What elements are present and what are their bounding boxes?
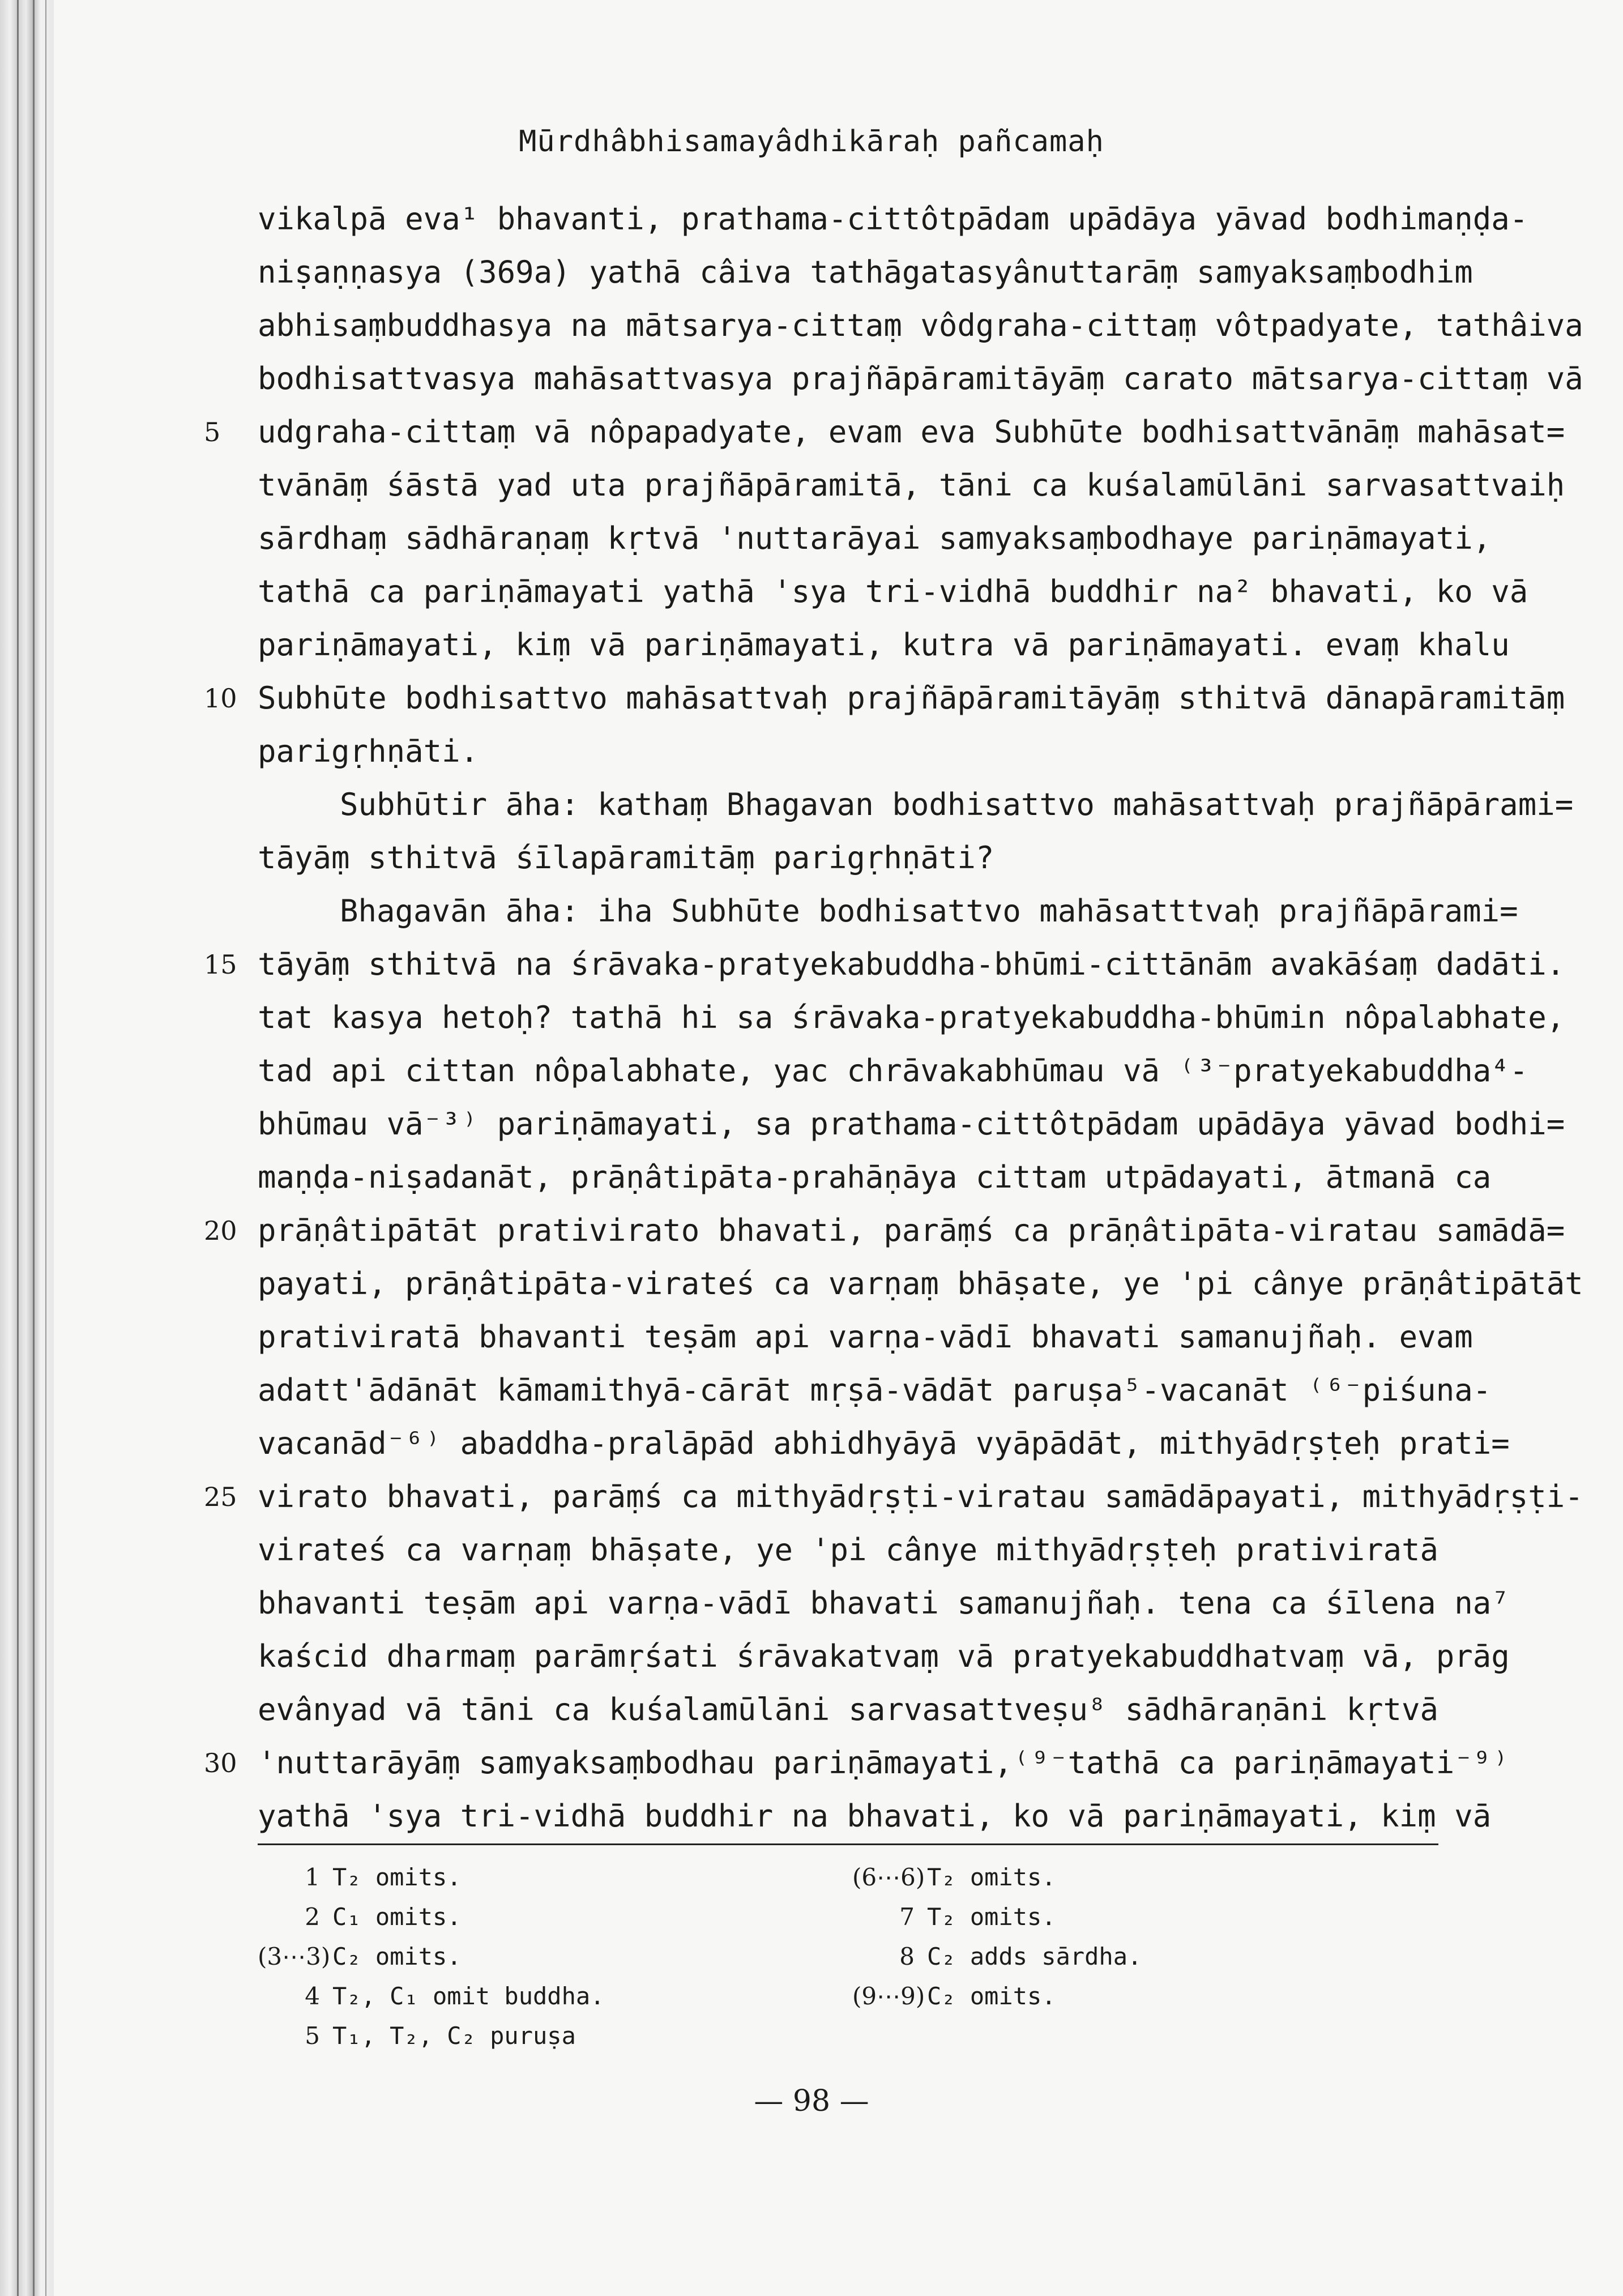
footnote [852,1937,1142,1977]
footnote-marker: 1 [305,1863,320,1891]
text-line: Bhagavān āha: iha Subhūte bodhisattvo mahāsatttvaḥ prajñāpārami= [340,893,1518,929]
text-line: vacanād⁻⁶⁾ abaddha-pralāpād abhidhyāyā vyāpādāt, mithyādṛṣṭeḥ prati= [258,1426,1510,1461]
footnote-marker: 7 [899,1903,915,1931]
footnote-text: T₂ omits. [927,1903,1056,1931]
footnote-text: C₂ adds sārdha. [927,1943,1142,1970]
text-line: maṇḍa-niṣadanāt, prāṇâtipāta-prahāṇāya cittam utpādayati, ātmanā ca [258,1159,1492,1195]
text-line: prativiratā bhavanti teṣām api varṇa-vādī bhavati samanujñaḥ. evam [258,1319,1473,1355]
footnote-text: C₂ omits. [927,1982,1056,2010]
footnote-text: T₁, T₂, C₂ puruṣa [332,2022,576,2050]
text-line: vikalpā eva¹ bhavanti, prathama-cittôtpādam upādāya yāvad bodhimaṇḍa- [258,201,1528,237]
footnote [852,1977,1142,2016]
footnote-text: T₂ omits. [332,1863,462,1891]
running-head: Mūrdhâbhisamayâdhikāraḥ pañcamaḥ [519,125,1104,159]
line-number: 20 [204,1215,237,1246]
footnote-text: C₂ omits. [332,1943,462,1970]
text-line: parigṛhṇāti. [258,733,479,769]
footnote-marker: 5 [305,2022,320,2050]
text-line: udgraha-cittaṃ vā nôpapadyate, evam eva Subhūte bodhisattvānāṃ mahāsat= [258,414,1565,450]
text-line: 'nuttarāyāṃ samyaksaṃbodhau pariṇāmayati,⁽⁹⁻tathā ca pariṇāmayati⁻⁹⁾ [258,1745,1510,1781]
text-line: bhūmau vā⁻³⁾ pariṇāmayati, sa prathama-cittôtpādam upādāya yāvad bodhi= [258,1106,1565,1142]
footnote [258,1937,604,1977]
footnote [852,1858,1142,1897]
text-line: niṣaṇṇasya (369a) yathā câiva tathāgatasyânuttarāṃ samyaksaṃbodhim [258,254,1473,290]
footnote [258,1858,604,1897]
text-line: tvānāṃ śāstā yad uta prajñāpāramitā, tāni ca kuśalamūlāni sarvasattvaiḥ [258,467,1565,503]
text-line: Subhūtir āha: kathaṃ Bhagavan bodhisattvo mahāsattvaḥ prajñāpārami= [340,787,1574,822]
line-number: 10 [204,683,237,714]
footnote-marker: 2 [305,1903,320,1931]
text-line: bhavanti teṣām api varṇa-vādī bhavati samanujñaḥ. tena ca śīlena na⁷ [258,1585,1510,1621]
footnote-rule [258,1843,1438,1845]
text-line: prāṇâtipātāt prativirato bhavati, parāṃś ca prāṇâtipāta-viratau samādā= [258,1213,1565,1248]
footnote-marker: 8 [899,1943,915,1970]
footnotes-right [852,1858,1142,2016]
text-line: kaścid dharmaṃ parāmṛśati śrāvakatvaṃ vā pratyekabuddhatvaṃ vā, prāg [258,1638,1510,1674]
line-number: 5 [204,417,221,447]
footnote-marker: (3⋯3) [258,1943,331,1970]
text-line: tad api cittan nôpalabhate, yac chrāvakabhūmau vā ⁽³⁻pratyekabuddha⁴- [258,1053,1528,1089]
footnote [852,1897,1142,1937]
line-number: 25 [204,1482,237,1512]
footnote-text: C₁ omits. [332,1903,462,1931]
footnote-text: T₂ omits. [927,1863,1056,1891]
text-line: virato bhavati, parāṃś ca mithyādṛṣṭi-viratau samādāpayati, mithyādṛṣṭi- [258,1479,1583,1514]
text-line: evânyad vā tāni ca kuśalamūlāni sarvasattveṣu⁸ sādhāraṇāni kṛtvā [258,1692,1438,1727]
text-line: virateś ca varṇaṃ bhāṣate, ye 'pi cânye mithyādṛṣṭeḥ prativiratā [258,1532,1438,1568]
text-line: adatt'ādānāt kāmamithyā-cārāt mṛṣā-vādāt paruṣa⁵-vacanāt ⁽⁶⁻piśuna- [258,1372,1492,1408]
footnote-text: T₂, C₁ omit buddha. [332,1982,605,2010]
text-line: Subhūte bodhisattvo mahāsattvaḥ prajñāpāramitāyāṃ sthitvā dānapāramitāṃ [258,680,1565,716]
text-line: payati, prāṇâtipāta-virateś ca varṇaṃ bhāṣate, ye 'pi cânye prāṇâtipātāt [258,1266,1583,1301]
text-line: bodhisattvasya mahāsattvasya prajñāpāramitāyāṃ carato mātsarya-cittaṃ vā [258,361,1583,396]
footnote [258,1897,604,1937]
footnote-marker: (9⋯9) [852,1982,925,2010]
page-number: — 98 — [754,2084,869,2118]
footnotes-left [258,1858,604,2056]
text-line: tāyāṃ sthitvā śīlapāramitāṃ parigṛhṇāti? [258,840,994,876]
line-number: 30 [204,1748,237,1778]
footnote [258,2016,604,2056]
text-line: abhisaṃbuddhasya na mātsarya-cittaṃ vôdgraha-cittaṃ vôtpadyate, tathâiva [258,308,1583,343]
text-line: tat kasya hetoḥ? tathā hi sa śrāvaka-pratyekabuddha-bhūmin nôpalabhate, [258,1000,1565,1035]
text-line: tāyāṃ sthitvā na śrāvaka-pratyekabuddha-bhūmi-cittānām avakāśaṃ dadāti. [258,946,1565,982]
text-line: sārdhaṃ sādhāraṇaṃ kṛtvā 'nuttarāyai samyaksaṃbodhaye pariṇāmayati, [258,520,1492,556]
binding-edge [0,0,54,2296]
text-line: yathā 'sya tri-vidhā buddhir na bhavati, ko vā pariṇāmayati, kiṃ vā [258,1798,1492,1834]
footnote [258,1977,604,2016]
text-line: pariṇāmayati, kiṃ vā pariṇāmayati, kutra vā pariṇāmayati. evaṃ khalu [258,627,1510,663]
footnote-marker: (6⋯6) [852,1863,925,1891]
footnote-marker: 4 [305,1982,320,2010]
line-number: 15 [204,949,237,980]
text-line: tathā ca pariṇāmayati yathā 'sya tri-vidhā buddhir na² bhavati, ko vā [258,574,1528,609]
